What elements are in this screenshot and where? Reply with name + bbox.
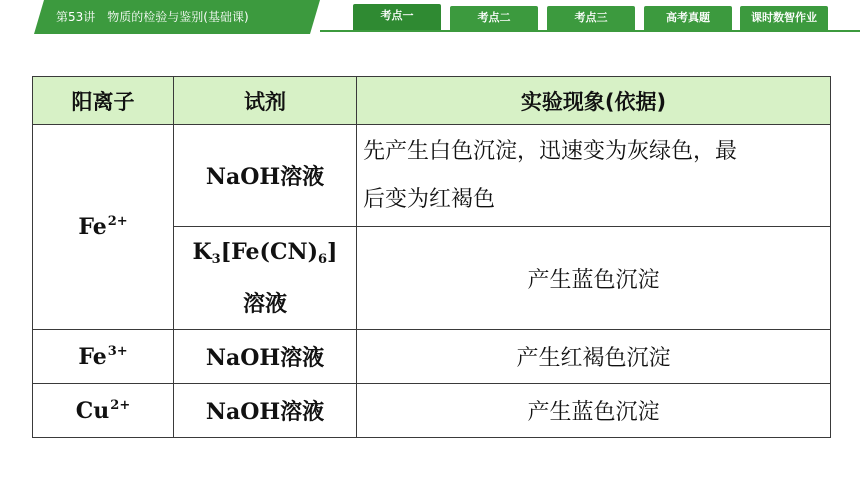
lesson-title: 第53讲 物质的检验与鉴别(基础课) xyxy=(56,10,249,24)
table-row-fe2-naoh xyxy=(33,125,831,227)
cation-test-table xyxy=(32,76,831,438)
cell-reagent: NaOH溶液 xyxy=(174,125,357,227)
cell-ion-fe3 xyxy=(33,330,174,384)
table-header-row xyxy=(33,77,831,125)
table-row-fe3 xyxy=(33,330,831,384)
formula-bracket: ] xyxy=(327,239,338,265)
ion-charge: 2+ xyxy=(110,397,131,413)
cell-reagent: NaOH溶液 xyxy=(174,384,357,438)
tab-topic-3[interactable]: 考点三 xyxy=(547,6,635,30)
ion-symbol: Cu xyxy=(75,397,110,424)
tab-exam-questions[interactable]: 高考真题 xyxy=(644,6,732,30)
cell-ion-fe2 xyxy=(33,125,174,330)
phenomenon-line-1: 先产生白色沉淀，迅速变为灰绿色，最 xyxy=(363,138,738,164)
header-reagent: 试剂 xyxy=(174,77,357,125)
phenomenon-line-2: 后变为红褐色 xyxy=(363,186,496,212)
cell-reagent xyxy=(174,227,357,330)
header-underline xyxy=(320,30,860,32)
header-bar xyxy=(0,0,860,36)
formula-sub-3: 3 xyxy=(211,252,221,267)
tab-topic-1[interactable]: 考点一 xyxy=(353,4,441,30)
cell-ion-cu2 xyxy=(33,384,174,438)
ion-charge: 3+ xyxy=(107,343,128,359)
ion-charge: 2+ xyxy=(107,214,128,229)
tab-homework[interactable]: 课时数智作业 xyxy=(740,6,828,30)
reagent-solution-label: 溶液 xyxy=(242,291,287,317)
formula-fe-cn: [Fe(CN) xyxy=(220,239,318,265)
cell-phenomenon: 产生蓝色沉淀 xyxy=(357,384,831,438)
ion-symbol: Fe xyxy=(78,343,107,370)
cell-reagent: NaOH溶液 xyxy=(174,330,357,384)
header-cation: 阳离子 xyxy=(33,77,174,125)
formula-k: K xyxy=(192,239,212,265)
header-phenomenon: 实验现象(依据) xyxy=(357,77,831,125)
cell-phenomenon: 产生红褐色沉淀 xyxy=(357,330,831,384)
cell-phenomenon: 产生蓝色沉淀 xyxy=(357,227,831,330)
cell-phenomenon xyxy=(357,125,831,227)
table-row-cu2 xyxy=(33,384,831,438)
ion-symbol: Fe xyxy=(78,214,107,240)
formula-sub-6: 6 xyxy=(317,252,328,267)
tab-topic-2[interactable]: 考点二 xyxy=(450,6,538,30)
